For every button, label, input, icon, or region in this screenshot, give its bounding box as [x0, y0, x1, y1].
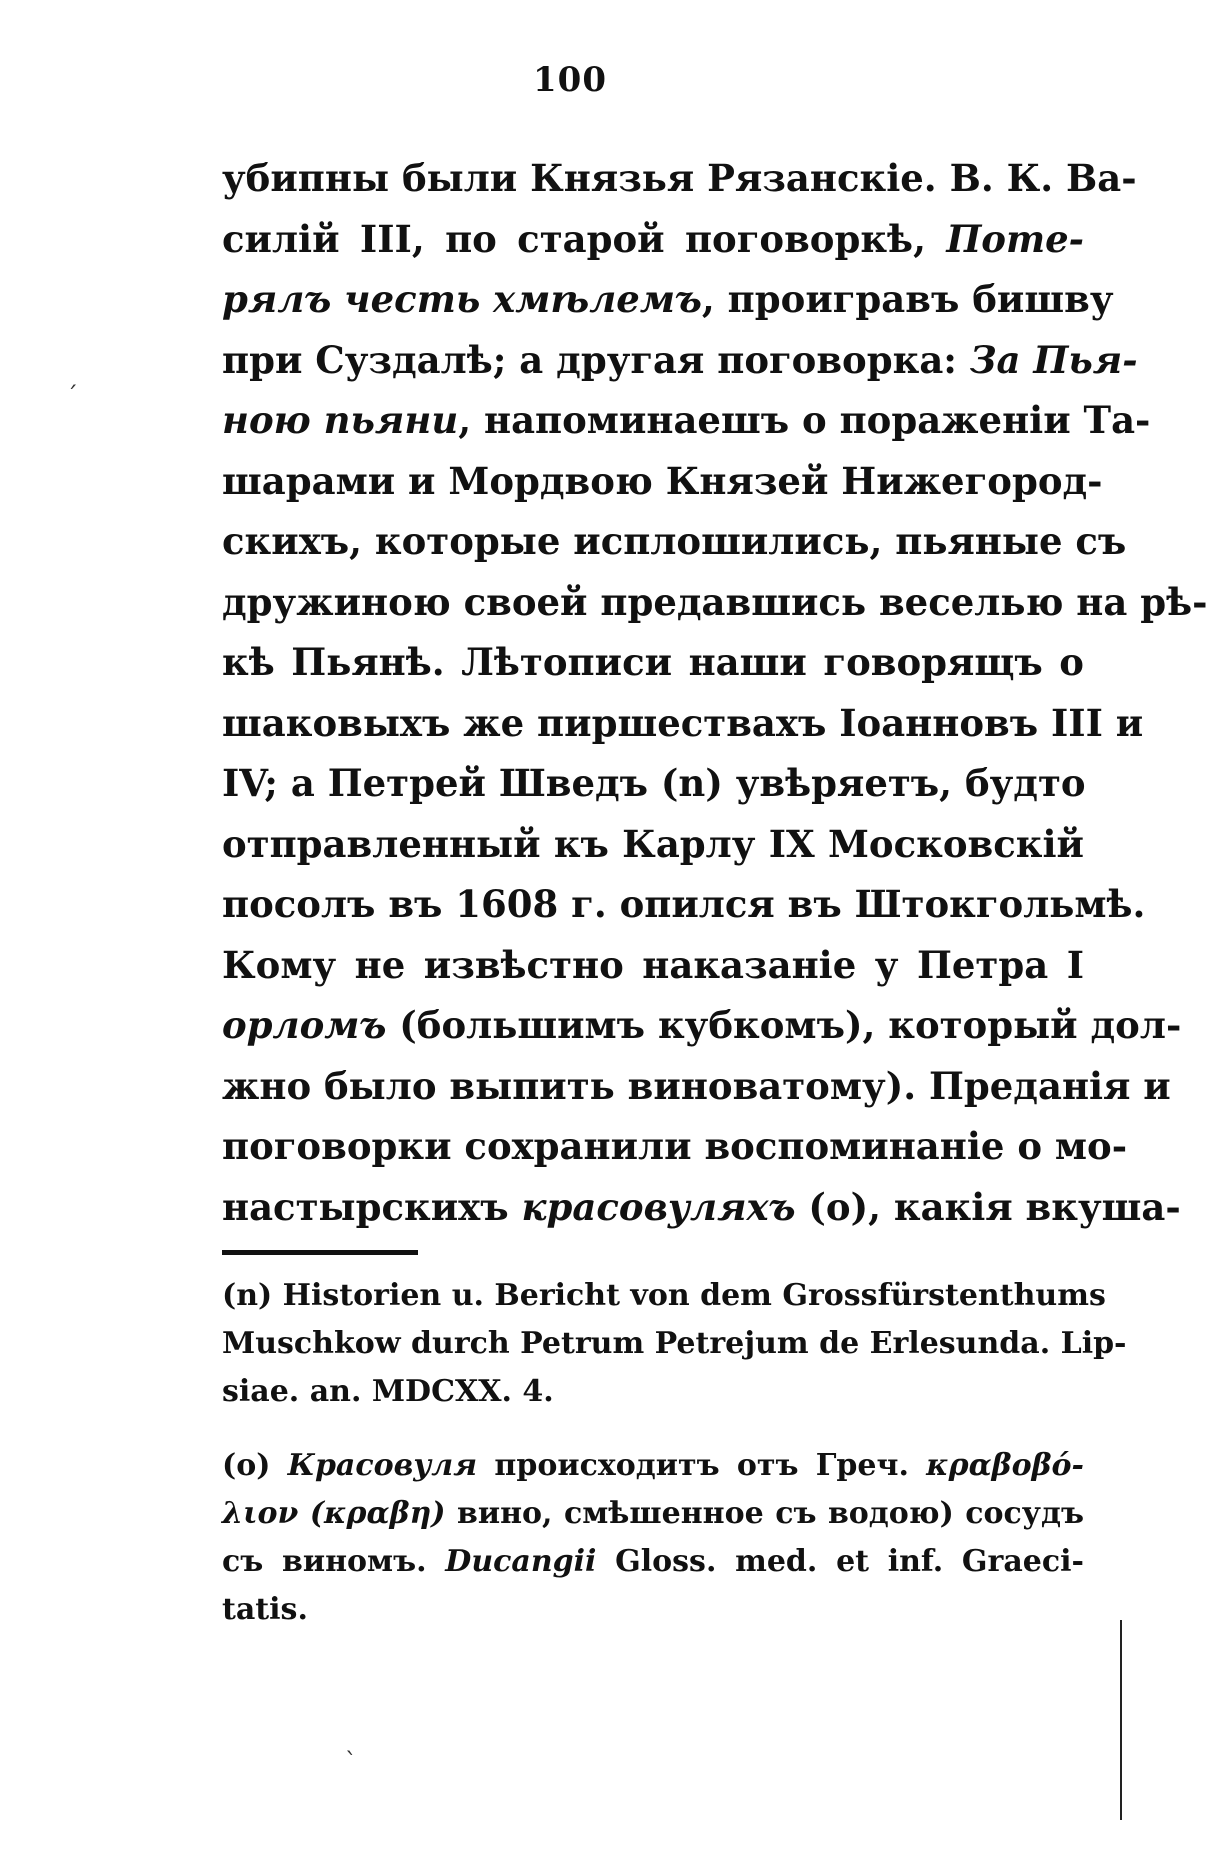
- footnote-line: [222, 1490, 1084, 1538]
- text-segment: дружиною своей предавшись веселью на рѣ-: [222, 579, 1207, 624]
- text-segment: Кому не извѣстно наказаніе у Петра I: [222, 942, 1084, 987]
- footnote-line: [222, 1538, 1084, 1586]
- italic-text-segment: Ducangii: [445, 1544, 597, 1579]
- text-segment: Muschkow durch Petrum Petrejum de Erlesunda. Lip-: [222, 1326, 1127, 1361]
- italic-text-segment: красовуляхъ: [521, 1184, 796, 1229]
- text-line: [222, 330, 1138, 391]
- italic-text-segment: За Пья-: [969, 337, 1138, 382]
- footnote-line: [222, 1368, 1084, 1416]
- text-segment: Gloss. med. et inf. Graeci-: [596, 1544, 1084, 1579]
- footnotes: [222, 1272, 1127, 1634]
- text-segment: siae. an. MDCXX. 4.: [222, 1374, 554, 1409]
- footnote-spacer: [222, 1416, 1084, 1442]
- main-text: [222, 148, 1207, 1237]
- footnote-separator: [222, 1250, 418, 1255]
- text-segment: , проигравъ бишву: [701, 277, 1114, 321]
- text-line: [222, 995, 1182, 1056]
- text-segment: IV; а Петрей Шведъ (n) увѣряетъ, будто: [222, 761, 1086, 805]
- text-segment: вино, смѣшенное съ водою) сосудъ: [445, 1496, 1084, 1531]
- italic-text-segment: κραβοβό-: [926, 1448, 1084, 1483]
- italic-text-segment: орломъ: [222, 1003, 387, 1047]
- text-segment: , напоминаешъ о пораженіи Та-: [458, 398, 1151, 442]
- italic-text-segment: Поте-: [946, 216, 1084, 261]
- text-line: [222, 1116, 1128, 1177]
- text-segment: поговорки сохранили воспоминаніе о мо-: [222, 1124, 1128, 1168]
- footnote-line: [222, 1586, 1084, 1634]
- text-line: [222, 814, 1084, 875]
- text-segment: шарами и Мордвою Князей Нижегород-: [222, 458, 1103, 503]
- text-segment: убипны были Князья Рязанскіе. В. К. Ва-: [222, 156, 1137, 200]
- text-segment: (о), какія вкуша-: [795, 1184, 1181, 1229]
- italic-text-segment: Красовуля: [287, 1448, 478, 1483]
- text-segment: при Суздалѣ; а другая поговорка:: [222, 337, 970, 382]
- text-line: [222, 874, 1146, 935]
- text-line: [222, 632, 1084, 693]
- text-segment: скихъ, которые исплошились, пьяные съ: [222, 519, 1127, 563]
- italic-text-segment: ною пьяни: [222, 398, 459, 442]
- text-line: [222, 1056, 1171, 1117]
- text-line: [222, 209, 1084, 270]
- page-number: 100: [533, 60, 607, 100]
- text-line: [222, 753, 1084, 814]
- text-line: [222, 1177, 1181, 1238]
- text-line: [222, 269, 1114, 330]
- text-line: [222, 572, 1207, 633]
- text-segment: жно было выпить виноватому). Преданія и: [222, 1063, 1171, 1108]
- text-segment: (o): [222, 1448, 288, 1483]
- stray-mark: ˋ: [345, 1748, 357, 1776]
- footnote-line: [222, 1272, 1106, 1320]
- text-segment: настырскихъ: [222, 1184, 522, 1229]
- footnote-line: [222, 1442, 1084, 1490]
- text-segment: отправленный къ Карлу IX Московскій: [222, 821, 1084, 866]
- italic-text-segment: λιον (κραβη): [222, 1496, 446, 1531]
- text-segment: силій III, по старой поговоркѣ,: [222, 216, 947, 261]
- text-segment: съ виномъ.: [222, 1544, 446, 1579]
- page-edge-line: [1120, 1620, 1122, 1820]
- text-line: [222, 935, 1084, 996]
- text-segment: (n) Historien u. Bericht von dem Grossfürstenthums: [222, 1278, 1106, 1313]
- text-segment: посолъ въ 1608 г. опился въ Штокгольмѣ.: [222, 882, 1146, 926]
- text-segment: происходитъ отъ Греч.: [477, 1448, 927, 1483]
- italic-text-segment: рялъ честь хмѣлемъ: [222, 277, 702, 321]
- text-segment: шаковыхъ же пиршествахъ Іоанновъ III и: [222, 700, 1144, 745]
- footnote: [222, 1272, 1127, 1416]
- text-line: [222, 693, 1144, 754]
- footnote: [222, 1442, 1084, 1634]
- text-line: [222, 148, 1137, 209]
- text-line: [222, 451, 1103, 512]
- text-segment: (большимъ кубкомъ), который дол-: [386, 1003, 1182, 1047]
- text-segment: tatis.: [222, 1592, 308, 1627]
- text-line: [222, 390, 1151, 451]
- text-line: [222, 511, 1127, 572]
- footnote-line: [222, 1320, 1127, 1368]
- margin-tick-mark: ´: [66, 382, 78, 410]
- text-segment: кѣ Пьянѣ. Лѣтописи наши говорящъ о: [222, 640, 1084, 684]
